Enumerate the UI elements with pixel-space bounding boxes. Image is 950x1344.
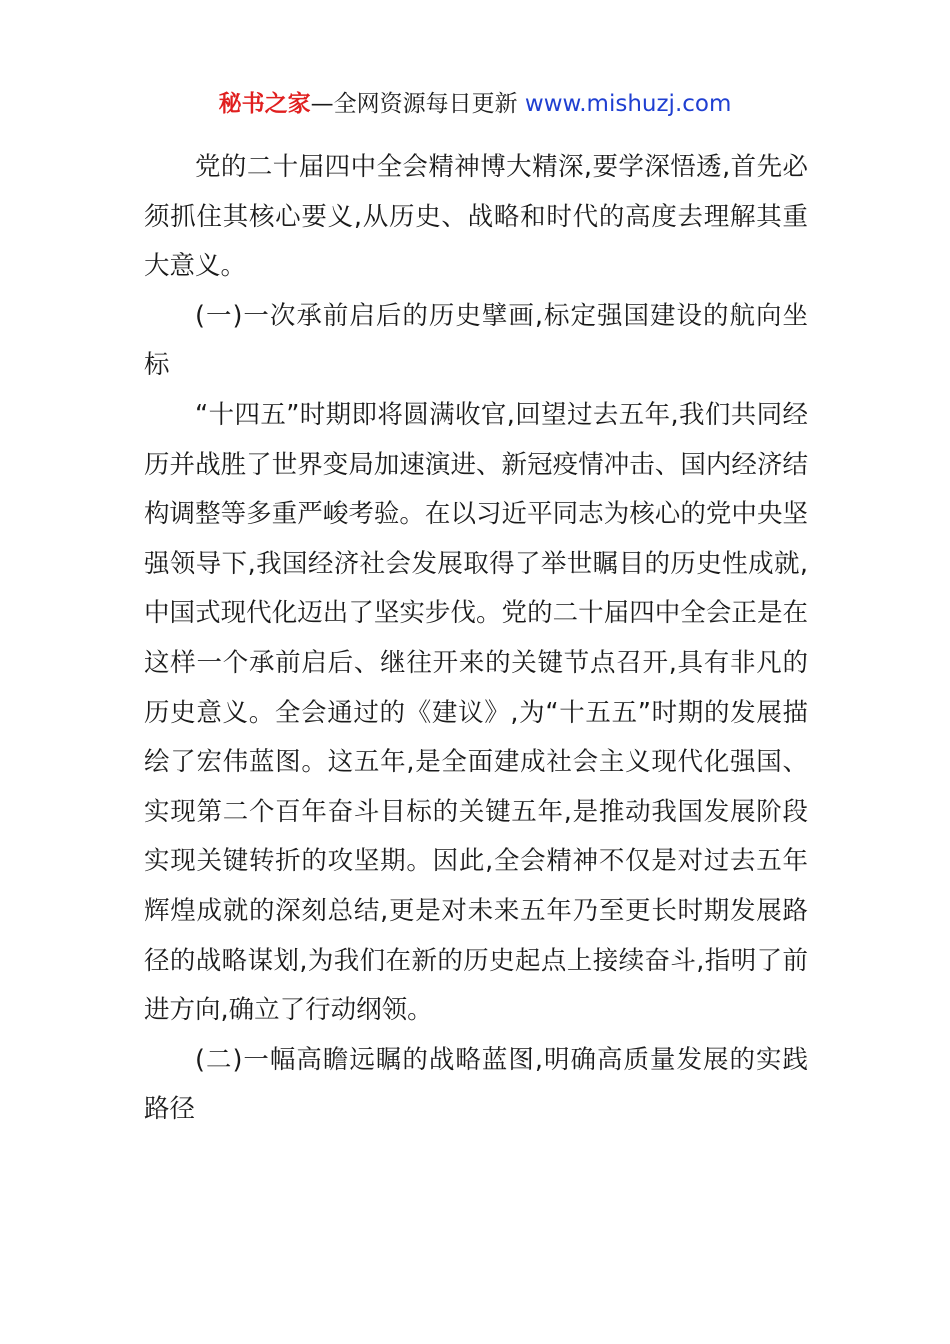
body-paragraph: “十四五”时期即将圆满收官,回望过去五年,我们共同经历并战胜了世界变局加速演进、新冠疫情冲击、国内经济结构调整等多重严峻考验。在以习近平同志为核心的党中央坚强领导下,我国经济社会发展取得了举世瞩目的历史性成就,中国式现代化迈出了坚实步伐。党的二十届四中全会正是在这样一个承前启后、继往开来的关键节点召开,具有非凡的历史意义。全会通过的《建议》,为“十五五”时期的发展描绘了宏伟蓝图。这五年,是全面建成社会主义现代化强国、实现第二个百年奋斗目标的关键五年,是推动我国发展阶段实现关键转折的攻坚期。因此,全会精神不仅是对过去五年辉煌成就的深刻总结,更是对未来五年乃至更长时期发展路径的战略谋划,为我们在新的历史起点上接续奋斗,指明了前进方向,确立了行动纲领。 <box>144 399 808 1026</box>
document-body <box>144 143 808 1135</box>
header-tagline: —全网资源每日更新 <box>310 91 525 117</box>
site-link[interactable]: www.mishuzj.com <box>524 91 732 117</box>
section-heading-1: (一)一次承前启后的历史擘画,标定强国建设的航向坐标 <box>144 300 808 381</box>
brand-name: 秘书之家 <box>218 91 311 117</box>
section-heading-2: (二)一幅高瞻远瞩的战略蓝图,明确高质量发展的实践路径 <box>144 1044 808 1125</box>
page-header <box>0 86 950 122</box>
intro-paragraph: 党的二十届四中全会精神博大精深,要学深悟透,首先必须抓住其核心要义,从历史、战略和时代的高度去理解其重大意义。 <box>144 152 808 282</box>
